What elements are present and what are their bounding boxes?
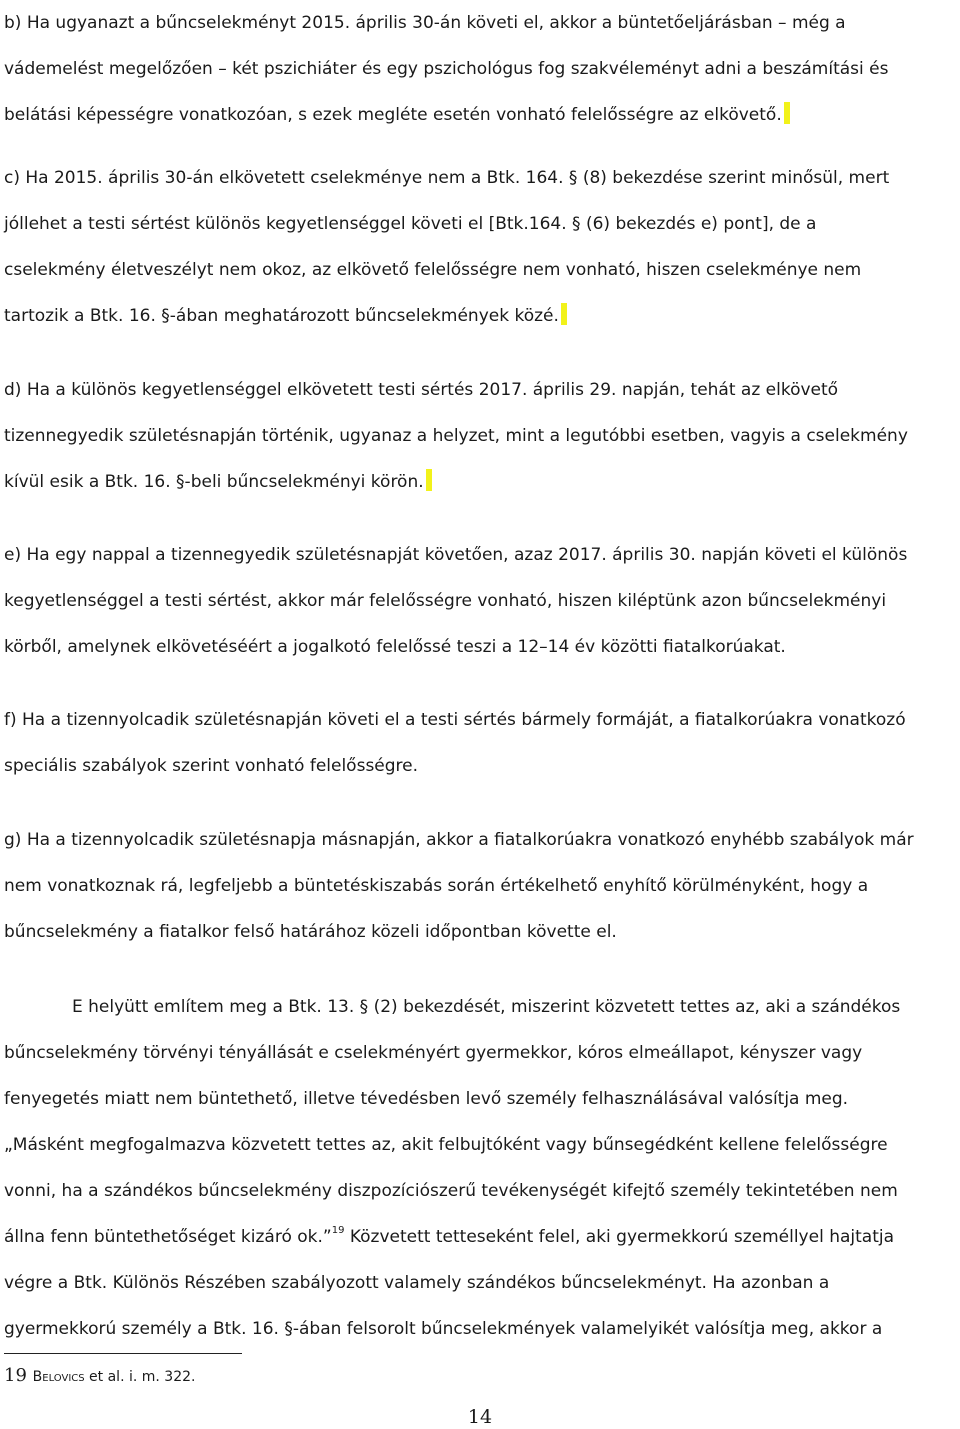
text-line: tizennegyedik születésnapján történik, ugyanaz a helyzet, mint a legutóbbi esetben, vagyis a cselekmény (4, 426, 908, 446)
text-line: E helyütt említem meg a Btk. 13. § (2) bekezdését, miszerint közvetett tettes az, aki a szándékos (72, 997, 901, 1017)
text-line-content: Közvetett tetteseként felel, aki gyermekkorú személlyel hajtatja (344, 1227, 895, 1247)
text-line (4, 1214, 956, 1260)
text-line: b) Ha ugyanazt a bűncselekményt 2015. április 30-án követi el, akkor a büntetőeljárásban – még a (4, 13, 846, 33)
footnote-divider (4, 1353, 242, 1354)
text-line: kegyetlenséggel a testi sértést, akkor már felelősségre vonható, hiszen kiléptünk azon bűncselekményi (4, 591, 887, 611)
paragraph-e (4, 532, 956, 670)
text-line: vádemelést megelőzően – két pszichiáter és egy pszichológus fog szakvéleményt adni a beszámítási és (4, 59, 889, 79)
text-line: bűncselekmény a fiatalkor felső határához közeli időpontban követte el. (4, 922, 617, 942)
text-line: jóllehet a testi sértést különös kegyetlenséggel követi el [Btk.164. § (6) bekezdés e) pont], de a (4, 214, 817, 234)
paragraph-b (4, 0, 956, 138)
paragraph-indirect-perpetrator (4, 984, 956, 1352)
text-line: fenyegetés miatt nem büntethető, illetve tévedésben levő személy felhasználásával valósítja meg. (4, 1089, 849, 1109)
highlight-mark (784, 102, 790, 124)
paragraph-c (4, 155, 956, 339)
text-line: e) Ha egy nappal a tizennegyedik születésnapját követően, azaz 2017. április 30. napján követi el különös (4, 545, 908, 565)
highlight-mark (426, 469, 432, 491)
text-line: végre a Btk. Különös Részében szabályozott valamely szándékos bűncselekményt. Ha azonban a (4, 1273, 830, 1293)
text-line: c) Ha 2015. április 30-án elkövetett cselekménye nem a Btk. 164. § (8) bekezdése szerint minősül, mert (4, 168, 890, 188)
highlight-mark (561, 303, 567, 325)
footnote (4, 1364, 195, 1389)
text-line: „Másként megfogalmazva közvetett tettes az, akit felbujtóként vagy bűnsegédként kellene felelősségre (4, 1135, 888, 1155)
text-line: speciális szabályok szerint vonható felelősségre. (4, 756, 419, 776)
page-number: 14 (467, 1406, 493, 1428)
paragraph-f (4, 697, 956, 789)
text-line: gyermekkorú személy a Btk. 16. §-ában felsorolt bűncselekmények valamelyikét valósítja meg, akkor a (4, 1319, 883, 1339)
text-line: nem vonatkoznak rá, legfeljebb a büntetéskiszabás során értékelhető enyhítő körülményként, hogy a (4, 876, 869, 896)
text-line: g) Ha a tizennyolcadik születésnapja másnapján, akkor a fiatalkorúakra vonatkozó enyhébb szabályok már (4, 830, 914, 850)
text-line-content: belátási képességre vonatkozóan, s ezek megléte esetén vonható felelősségre az elkövető. (4, 105, 782, 125)
footnote-author: Belovics (32, 1369, 85, 1385)
text-line: körből, amelynek elkövetéséért a jogalkotó felelőssé teszi a 12–14 év közötti fiatalkorúakat. (4, 637, 786, 657)
text-line-content: tartozik a Btk. 16. §-ában meghatározott bűncselekmények közé. (4, 306, 559, 326)
text-line-content: kívül esik a Btk. 16. §-beli bűncselekményi körön. (4, 472, 424, 492)
footnote-reference[interactable]: 19 (331, 1225, 345, 1236)
footnote-text (33, 1369, 196, 1385)
text-line: d) Ha a különös kegyetlenséggel elkövetett testi sértés 2017. április 29. napján, tehát az elkövető (4, 380, 839, 400)
footnote-citation: et al. i. m. 322. (84, 1369, 196, 1385)
paragraph-d (4, 367, 956, 505)
text-line (4, 459, 956, 505)
text-line (4, 92, 956, 138)
quote-end: állna fenn büntethetőséget kizáró ok.” (4, 1227, 332, 1247)
footnote-number: 19 (4, 1365, 27, 1386)
text-line: f) Ha a tizennyolcadik születésnapján követi el a testi sértés bármely formáját, a fiatalkorúakra vonatkozó (4, 710, 906, 730)
text-line: bűncselekmény törvényi tényállását e cselekményért gyermekkor, kóros elmeállapot, kényszer vagy (4, 1043, 863, 1063)
paragraph-g (4, 817, 956, 955)
text-line: cselekmény életveszélyt nem okoz, az elkövető felelősségre nem vonható, hiszen cselekménye nem (4, 260, 862, 280)
text-line (4, 293, 956, 339)
text-line: vonni, ha a szándékos bűncselekmény diszpozíciószerű tevékenységét kifejtő személy tekintetében nem (4, 1181, 898, 1201)
